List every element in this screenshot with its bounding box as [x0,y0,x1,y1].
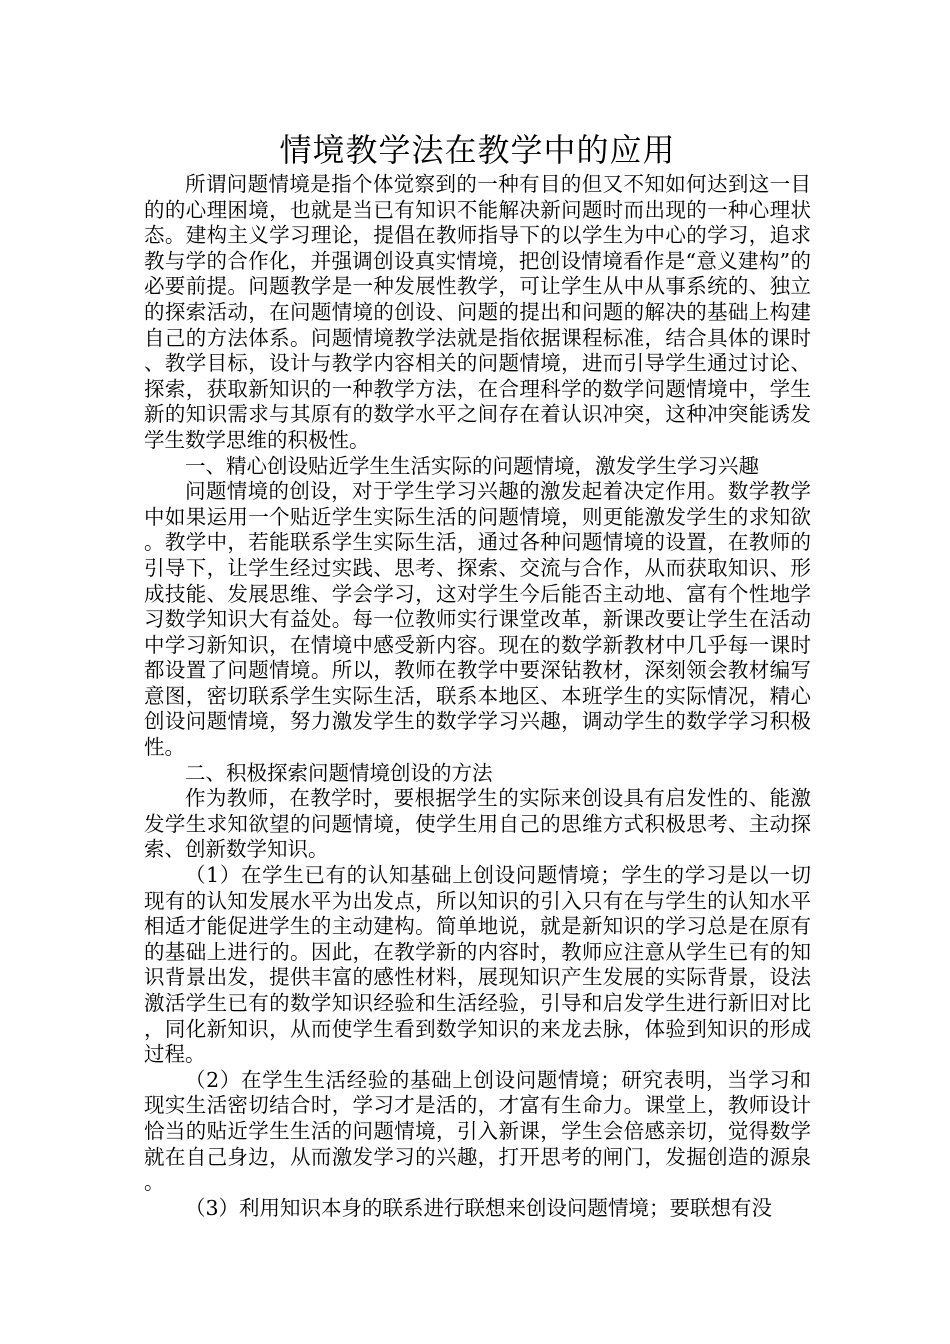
document-title: 情境教学法在教学中的应用 [279,131,676,169]
document-page [144,128,811,1221]
paragraph-section-2: 作为教师，在教学时，要根据学生的实际来创设具有启发性的、能激发学生求知欲望的问题情境，使学生用自己的思维方式积极思考、主动探索、创新数学知识。 [144,786,811,862]
section-heading-2: 二、积极探索问题情境创设的方法 [185,760,493,785]
paragraph-item-2: （2）在学生生活经验的基础上创设问题情境；研究表明，当学习和现实生活密切结合时，学习才是活的，才富有生命力。课堂上，教师设计恰当的贴近学生生活的问题情境，引入新课，学生会倍感亲切，觉得数学就在自己身边，从而激发学习的兴趣，打开思考的闸门，发掘创造的源泉。 [144,1067,811,1195]
paragraph-item-3: （3）利用知识本身的联系进行联想来创设问题情境；要联想有没 [185,1195,773,1220]
paragraph-section-1: 问题情境的创设，对于学生学习兴趣的激发起着决定作用。数学教学中如果运用一个贴近学生实际生活的问题情境，则更能激发学生的求知欲。教学中，若能联系学生实际生活，通过各种问题情境的设置，在教师的引导下，让学生经过实践、思考、探索、交流与合作，从而获取知识、形成技能、发展思维、学会学习，这对学生今后能否主动地、富有个性地学习数学知识大有益处。每一位教师实行课堂改革，新课改要让学生在活动中学习新知识，在情境中感受新内容。现在的数学新教材中几乎每一课时都设置了问题情境。所以，教师在教学中要深钻教材，深刻领会教材编写意图，密切联系学生实际生活，联系本地区、本班学生的实际情况，精心创设问题情境，努力激发学生的数学学习兴趣，调动学生的数学学习积极性。 [144,479,811,760]
paragraph-item-1: （1）在学生已有的认知基础上创设问题情境；学生的学习是以一切现有的认知发展水平为出发点，所以知识的引入只有在与学生的认知水平相适才能促进学生的主动建构。简单地说，就是新知识的学习总是在原有的基础上进行的。因此，在教学新的内容时，教师应注意从学生已有的知识背景出发，提供丰富的感性材料，展现知识产生发展的实际背景，设法激活学生已有的数学知识经验和生活经验，引导和启发学生进行新旧对比，同化新知识，从而使学生看到数学知识的来龙去脉，体验到知识的形成过程。 [144,863,811,1067]
section-heading-1: 一、精心创设贴近学生生活实际的问题情境，激发学生学习兴趣 [185,453,759,478]
paragraph-intro: 所谓问题情境是指个体觉察到的一种有目的但又不知如何达到这一目的的心理困境，也就是当已有知识不能解决新问题时而出现的一种心理状态。建构主义学习理论，提倡在教师指导下的以学生为中心的学习，追求教与学的合作化，并强调创设真实情境，把创设情境看作是“意义建构”的必要前提。问题教学是一种发展性教学，可让学生从中从事系统的、独立的探索活动，在问题情境的创设、问题的提出和问题的解决的基础上构建自己的方法体系。问题情境教学法就是指依据课程标准，结合具体的课时、教学目标，设计与教学内容相关的问题情境，进而引导学生通过讨论、探索，获取新知识的一种教学方法，在合理科学的数学问题情境中，学生新的知识需求与其原有的数学水平之间存在着认识冲突，这种冲突能诱发学生数学思维的积极性。 [144,172,811,452]
